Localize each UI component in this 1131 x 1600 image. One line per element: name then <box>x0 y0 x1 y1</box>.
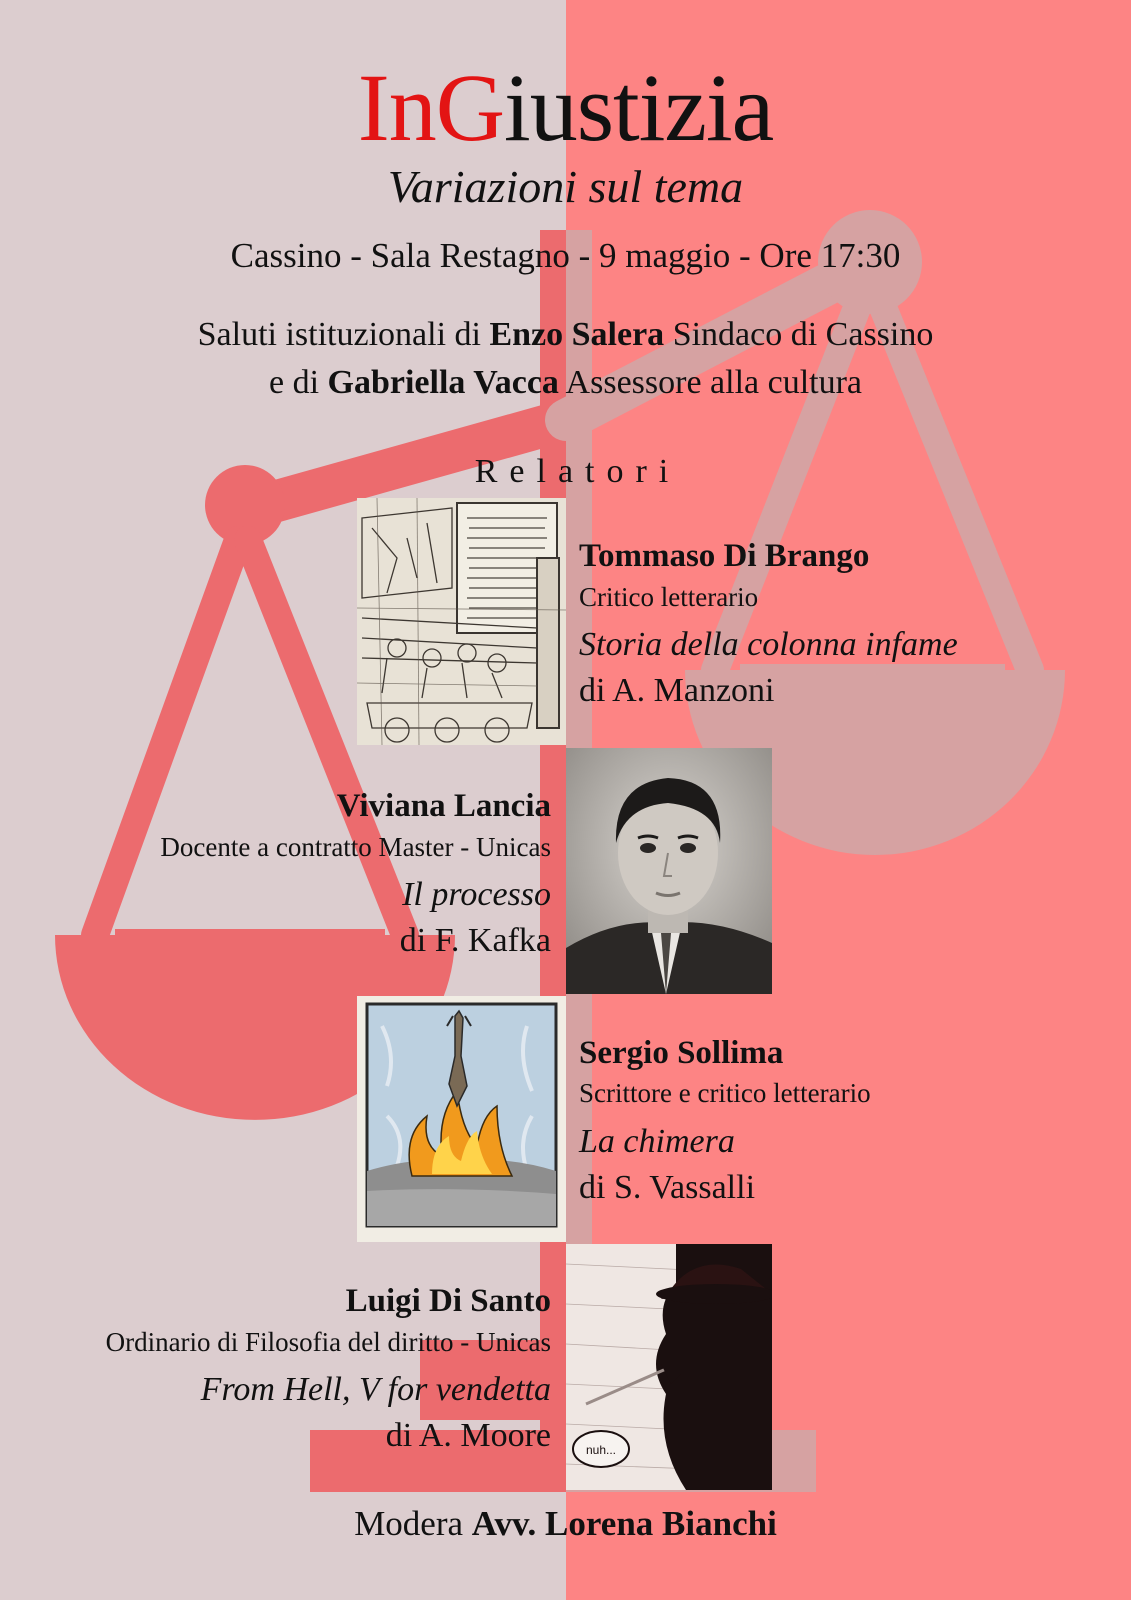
speaker-3-work: La chimera <box>579 1123 735 1160</box>
speaker-3-name: Sergio Sollima <box>579 1035 784 1071</box>
greetings-line-2-pre: e di <box>268 364 328 401</box>
speaker-3-role: Scrittore e critico letterario <box>579 1078 871 1108</box>
moderator-name: Avv. Lorena Bianchi <box>471 1504 777 1543</box>
title-part-g: G <box>435 54 505 161</box>
greetings-line-2-post: Assessore alla cultura <box>558 364 862 401</box>
speakers-heading: Relatori <box>474 453 681 490</box>
greetings-name-1: Enzo Salera <box>489 316 665 353</box>
kafka-portrait-image <box>566 748 772 994</box>
greetings-line-2 <box>0 366 1131 400</box>
comic-speech-bubble-text: nuh... <box>585 1443 617 1457</box>
moderator-label: Modera <box>354 1504 472 1543</box>
speaker-3-author: di S. Vassalli <box>579 1169 756 1206</box>
speaker-4-author: di A. Moore <box>385 1417 551 1454</box>
speaker-2-name: Viviana Lancia <box>336 788 551 824</box>
speaker-4-name: Luigi Di Santo <box>345 1283 551 1319</box>
v-for-vendetta-comic-image <box>566 1244 772 1490</box>
title-part-in: In <box>357 54 436 161</box>
event-title <box>0 54 1131 161</box>
moderator-line <box>0 1506 1131 1541</box>
speaker-4-role: Ordinario di Filosofia del diritto - Unicas <box>105 1327 551 1357</box>
speaker-4-work: From Hell, V for vendetta <box>200 1371 551 1408</box>
speaker-1-role: Critico letterario <box>579 582 759 612</box>
greetings-line-1-pre: Saluti istituzionali di <box>197 316 490 353</box>
speaker-2-author: di F. Kafka <box>399 922 551 959</box>
speaker-2-work: Il processo <box>402 876 551 913</box>
chimera-flames-image <box>357 996 566 1242</box>
speaker-1-author: di A. Manzoni <box>579 672 775 709</box>
event-subtitle: Variazioni sul tema <box>387 161 744 212</box>
speaker-1-name: Tommaso Di Brango <box>579 538 870 574</box>
greetings-name-2: Gabriella Vacca <box>327 364 559 401</box>
title-part-iustizia: iustizia <box>504 54 774 161</box>
greetings-line-1-post: Sindaco di Cassino <box>664 316 934 353</box>
engraving-colonna-infame-image <box>357 498 566 745</box>
event-venue-date: Cassino - Sala Restagno - 9 maggio - Ore 17:30 <box>230 236 901 275</box>
greetings-line-1 <box>0 318 1131 352</box>
speaker-2-role: Docente a contratto Master - Unicas <box>160 832 551 862</box>
speaker-1-work: Storia della colonna infame <box>579 626 958 663</box>
